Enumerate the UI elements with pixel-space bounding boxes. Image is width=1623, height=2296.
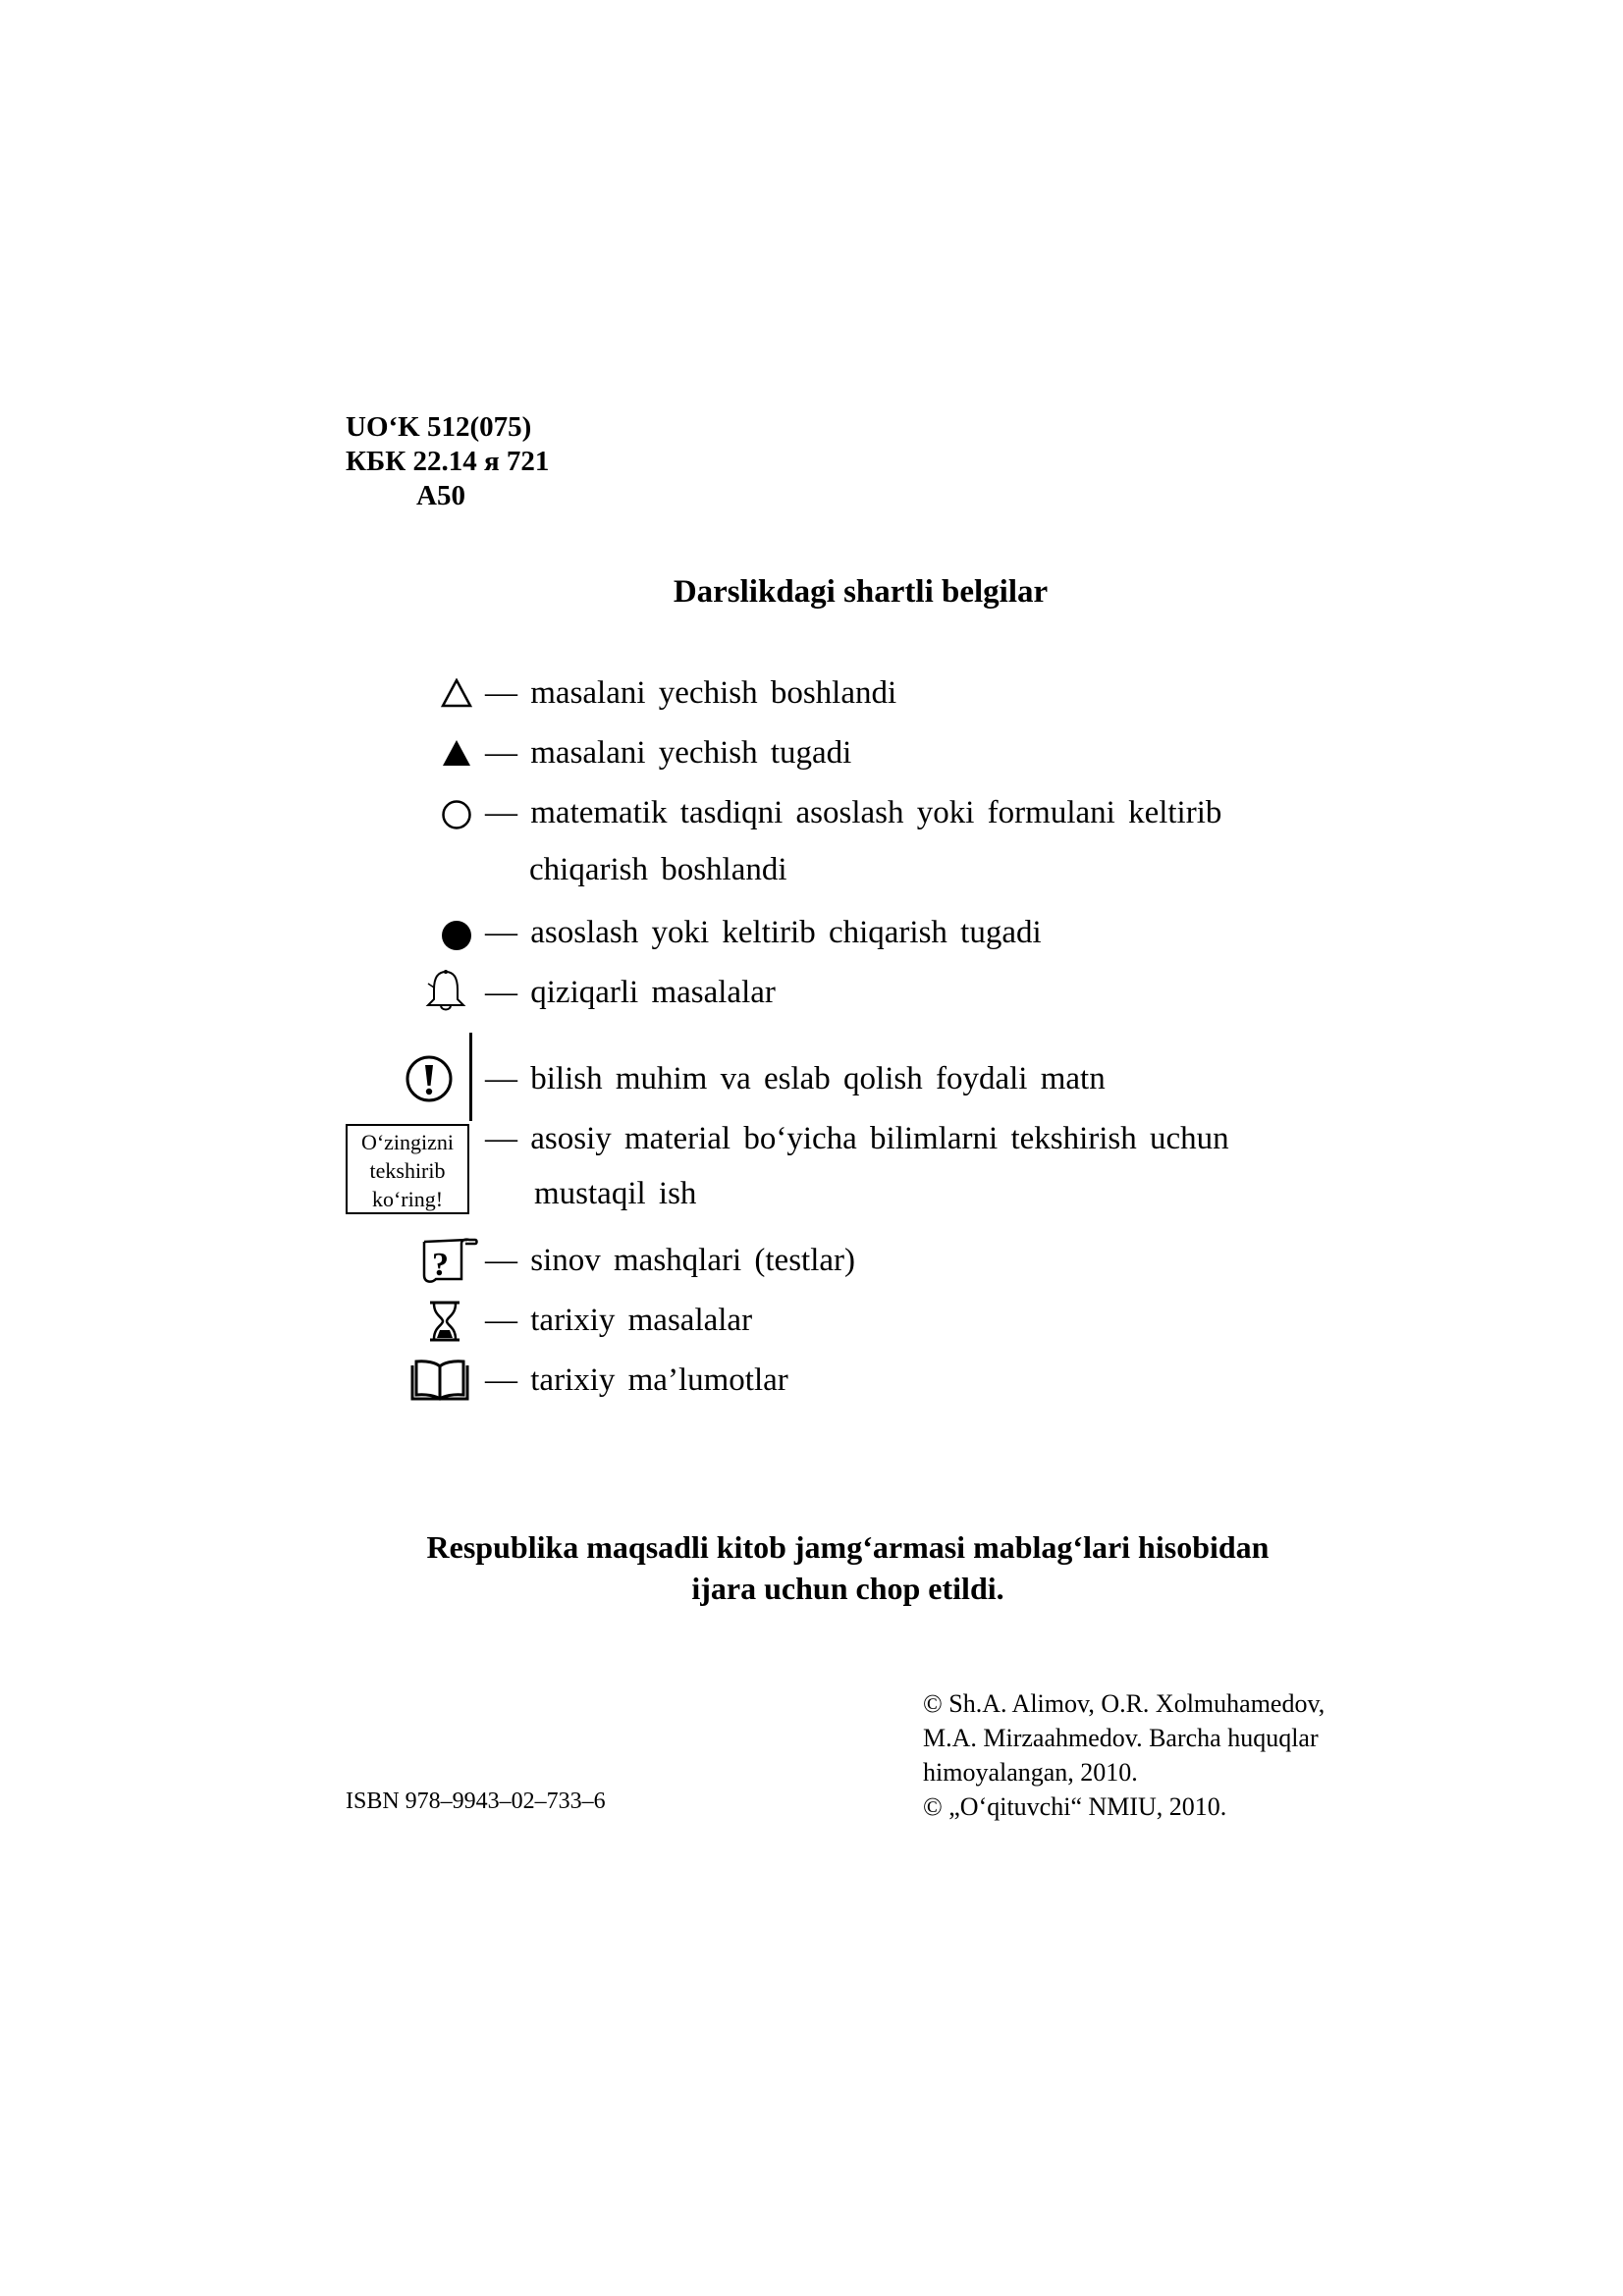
- legend-text: — asosiy material bo‘yicha bilimlarni tekshirish uchun: [485, 1121, 1229, 1156]
- legend-text: — sinov mashqlari (testlar): [485, 1243, 856, 1278]
- svg-text:?: ?: [432, 1247, 449, 1283]
- legend-item: [0, 1230, 1623, 1291]
- open-book-icon: [408, 1358, 471, 1405]
- copyright: [923, 1686, 1325, 1824]
- copyright-line: © „O‘qituvchi“ NMIU, 2010.: [923, 1792, 1227, 1821]
- bbk-code: КБК 22.14 я 721: [346, 446, 550, 477]
- isbn: ISBN 978–9943–02–733–6: [346, 1789, 606, 1814]
- bell-icon: [424, 968, 467, 1015]
- funding-note: [0, 1526, 1623, 1609]
- legend-title: Darslikdagi shartli belgilar: [673, 574, 1049, 610]
- legend-text: — tarixiy masalalar: [485, 1303, 753, 1338]
- copyright-line: M.A. Mirzaahmedov. Barcha huquqlar: [923, 1724, 1319, 1752]
- legend-text: — bilish muhim va eslab qolish foydali matn: [485, 1061, 1106, 1096]
- legend-item: [0, 1108, 1623, 1169]
- box-line: tekshirib: [369, 1158, 446, 1183]
- hourglass-icon: [428, 1300, 461, 1343]
- funding-note-line: ijara uchun chop etildi.: [691, 1571, 1004, 1606]
- classification-codes: [346, 410, 549, 513]
- legend-item: [0, 902, 1623, 963]
- legend-item: [0, 1350, 1623, 1411]
- legend-text: — asoslash yoki keltirib chiqarish tugadi: [485, 915, 1042, 950]
- question-scroll-icon: [418, 1236, 481, 1287]
- legend-text: — masalani yechish tugadi: [485, 735, 852, 771]
- exclamation-icon: [405, 1054, 454, 1103]
- legend-continuation: mustaqil ish: [534, 1176, 697, 1211]
- legend-text: — qiziqarli masalalar: [485, 975, 776, 1010]
- hollow-triangle-icon: [441, 678, 472, 708]
- legend-continuation: chiqarish boshlandi: [529, 852, 787, 887]
- legend-text: — masalani yechish boshlandi: [485, 675, 897, 711]
- filled-triangle-icon: [441, 738, 472, 768]
- copyright-line: himoyalangan, 2010.: [923, 1758, 1138, 1787]
- filled-circle-icon: [441, 920, 472, 951]
- legend-item: [0, 1290, 1623, 1351]
- funding-note-line: Respublika maqsadli kitob jamg‘armasi mablag‘lari hisobidan: [426, 1529, 1270, 1565]
- legend-item: [0, 782, 1623, 843]
- legend-item: [0, 1048, 1623, 1109]
- legend-item: [0, 663, 1623, 723]
- box-line: ko‘ring!: [371, 1187, 444, 1211]
- legend-item: [0, 962, 1623, 1023]
- legend-item: [0, 722, 1623, 783]
- box-line: O‘zingizni: [360, 1130, 455, 1154]
- legend-text: — tarixiy ma’lumotlar: [485, 1362, 788, 1398]
- udk-code: UO‘K 512(075): [346, 411, 532, 443]
- author-mark: A50: [416, 480, 465, 511]
- copyright-line: © Sh.A. Alimov, O.R. Xolmuhamedov,: [923, 1689, 1325, 1718]
- hollow-circle-icon: [441, 799, 472, 830]
- legend-text: — matematik tasdiqni asoslash yoki formulani keltirib: [485, 795, 1222, 830]
